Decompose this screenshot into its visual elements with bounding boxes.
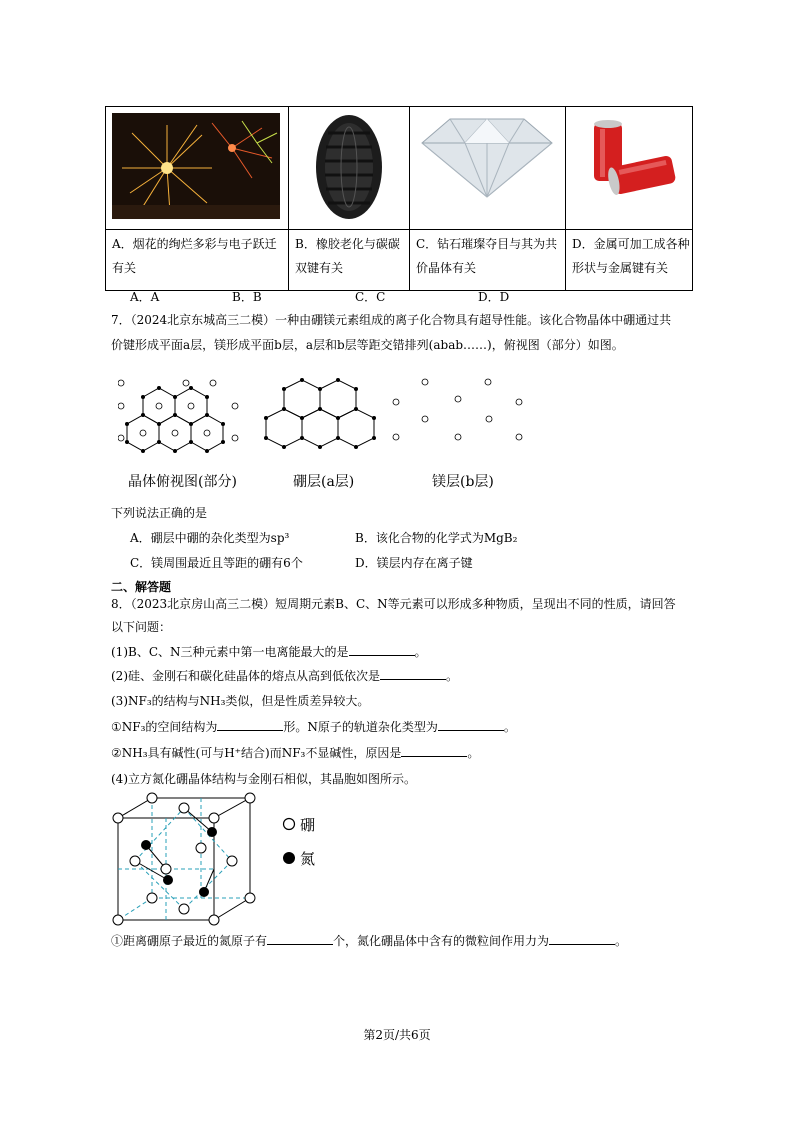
option-d-text: D．金属可加工成各种形状与金属键有关 xyxy=(566,230,693,291)
q7-option-c: C．镁周围最近且等距的硼有6个 xyxy=(130,556,303,570)
option-b-text: B．橡胶老化与碳碳双键有关 xyxy=(289,230,410,291)
q7-stem-line2: 价键形成平面a层，镁形成平面b层，a层和b层等距交错排列(abab……)，俯视图（部分）如图。 xyxy=(111,338,624,352)
q8-sub3a-text2: 形。N原子的轨道杂化类型为 xyxy=(283,720,438,734)
legend-nitrogen-label: 氮 xyxy=(300,850,316,868)
boron-nitride-unit-cell xyxy=(108,792,258,927)
q8-stem-line1: 8．（2023北京房山高三二模）短周期元素B、C、N等元素可以形成多种物质，呈现出不同的性质，请回答 xyxy=(111,597,676,611)
fireworks-image xyxy=(112,113,280,219)
caption-boron-layer: 硼层(a层) xyxy=(293,474,355,490)
q6-answer-a: A．A xyxy=(130,290,160,304)
q7-option-b: B．该化合物的化学式为MgB₂ xyxy=(355,531,518,545)
option-c-text: C．钻石璀璨夺目与其为共价晶体有关 xyxy=(410,230,566,291)
options-table xyxy=(105,106,693,291)
q8-sub1-text: (1)B、C、N三种元素中第一电离能最大的是 xyxy=(111,645,349,659)
q8-sub3a-period: 。 xyxy=(503,720,516,734)
option-a-image-cell xyxy=(106,107,289,230)
option-d-image-cell xyxy=(566,107,693,230)
q8-sub2-text: (2)硅、金刚石和碳化硅晶体的熔点从高到低依次是 xyxy=(111,669,380,683)
q7-option-a: A．硼层中硼的杂化类型为sp³ xyxy=(130,531,290,545)
q8-sub3: (3)NF₃的结构与NH₃类似，但是性质差异较大。 xyxy=(111,694,370,708)
q8-sub3a-text1: ①NF₃的空间结构为 xyxy=(111,720,218,734)
caption-magnesium-layer: 镁层(b层) xyxy=(432,474,494,490)
q8-sub3b-text: ②NH₃具有碱性(可与H⁺结合)而NF₃不显碱性，原因是 xyxy=(111,746,402,760)
boron-legend-icon xyxy=(282,817,296,831)
q8-stem-line2: 以下问题： xyxy=(111,620,172,634)
answer-blank-3[interactable] xyxy=(217,719,283,731)
q6-answer-d: D．D xyxy=(478,290,510,304)
q8-sub3b xyxy=(111,745,479,761)
legend-boron-label: 硼 xyxy=(300,816,316,834)
q8-sub2 xyxy=(111,668,458,684)
q6-answer-c: C．C xyxy=(355,290,386,304)
q6-answer-b: B．B xyxy=(232,290,262,304)
boron-layer-diagram xyxy=(258,375,378,465)
caption-top-view: 晶体俯视图(部分) xyxy=(128,474,237,490)
answer-blank-7[interactable] xyxy=(549,933,615,945)
q8-sub1-period: 。 xyxy=(414,645,427,659)
answer-blank-2[interactable] xyxy=(380,668,446,680)
section-header: 二、解答题 xyxy=(111,580,172,594)
option-b-image-cell xyxy=(289,107,410,230)
q8-sub1 xyxy=(111,644,427,660)
magnesium-layer-diagram xyxy=(390,375,530,445)
answer-blank-6[interactable] xyxy=(267,933,333,945)
diamond-image xyxy=(420,115,554,199)
q8-sub4a xyxy=(111,933,627,949)
answer-blank-1[interactable] xyxy=(349,644,415,656)
crystal-top-view-diagram xyxy=(118,375,243,465)
q7-prompt: 下列说法正确的是 xyxy=(111,506,208,520)
option-c-image-cell xyxy=(410,107,566,230)
q7-option-d: D．镁层内存在离子键 xyxy=(355,556,473,570)
answer-blank-5[interactable] xyxy=(401,745,467,757)
nitrogen-legend-icon xyxy=(282,851,296,865)
q8-sub4a-text2: 个，氮化硼晶体中含有的微粒间作用力为 xyxy=(333,934,550,948)
q7-stem-line1: 7．（2024北京东城高三二模）一种由硼镁元素组成的离子化合物具有超导性能。该化合物晶体中硼通过共 xyxy=(111,313,672,327)
q8-sub4a-period: 。 xyxy=(615,934,628,948)
cans-image xyxy=(588,119,678,211)
q8-sub3b-period: 。 xyxy=(467,746,480,760)
q8-sub3a xyxy=(111,719,516,735)
answer-blank-4[interactable] xyxy=(438,719,504,731)
q8-sub4: (4)立方氮化硼晶体结构与金刚石相似，其晶胞如图所示。 xyxy=(111,772,417,786)
option-a-text: A．烟花的绚烂多彩与电子跃迁有关 xyxy=(106,230,289,291)
page-footer: 第2页/共6页 xyxy=(363,1028,431,1042)
q8-sub4a-text1: ①距离硼原子最近的氮原子有 xyxy=(111,934,268,948)
q8-sub2-period: 。 xyxy=(446,669,459,683)
tire-image xyxy=(314,113,384,221)
